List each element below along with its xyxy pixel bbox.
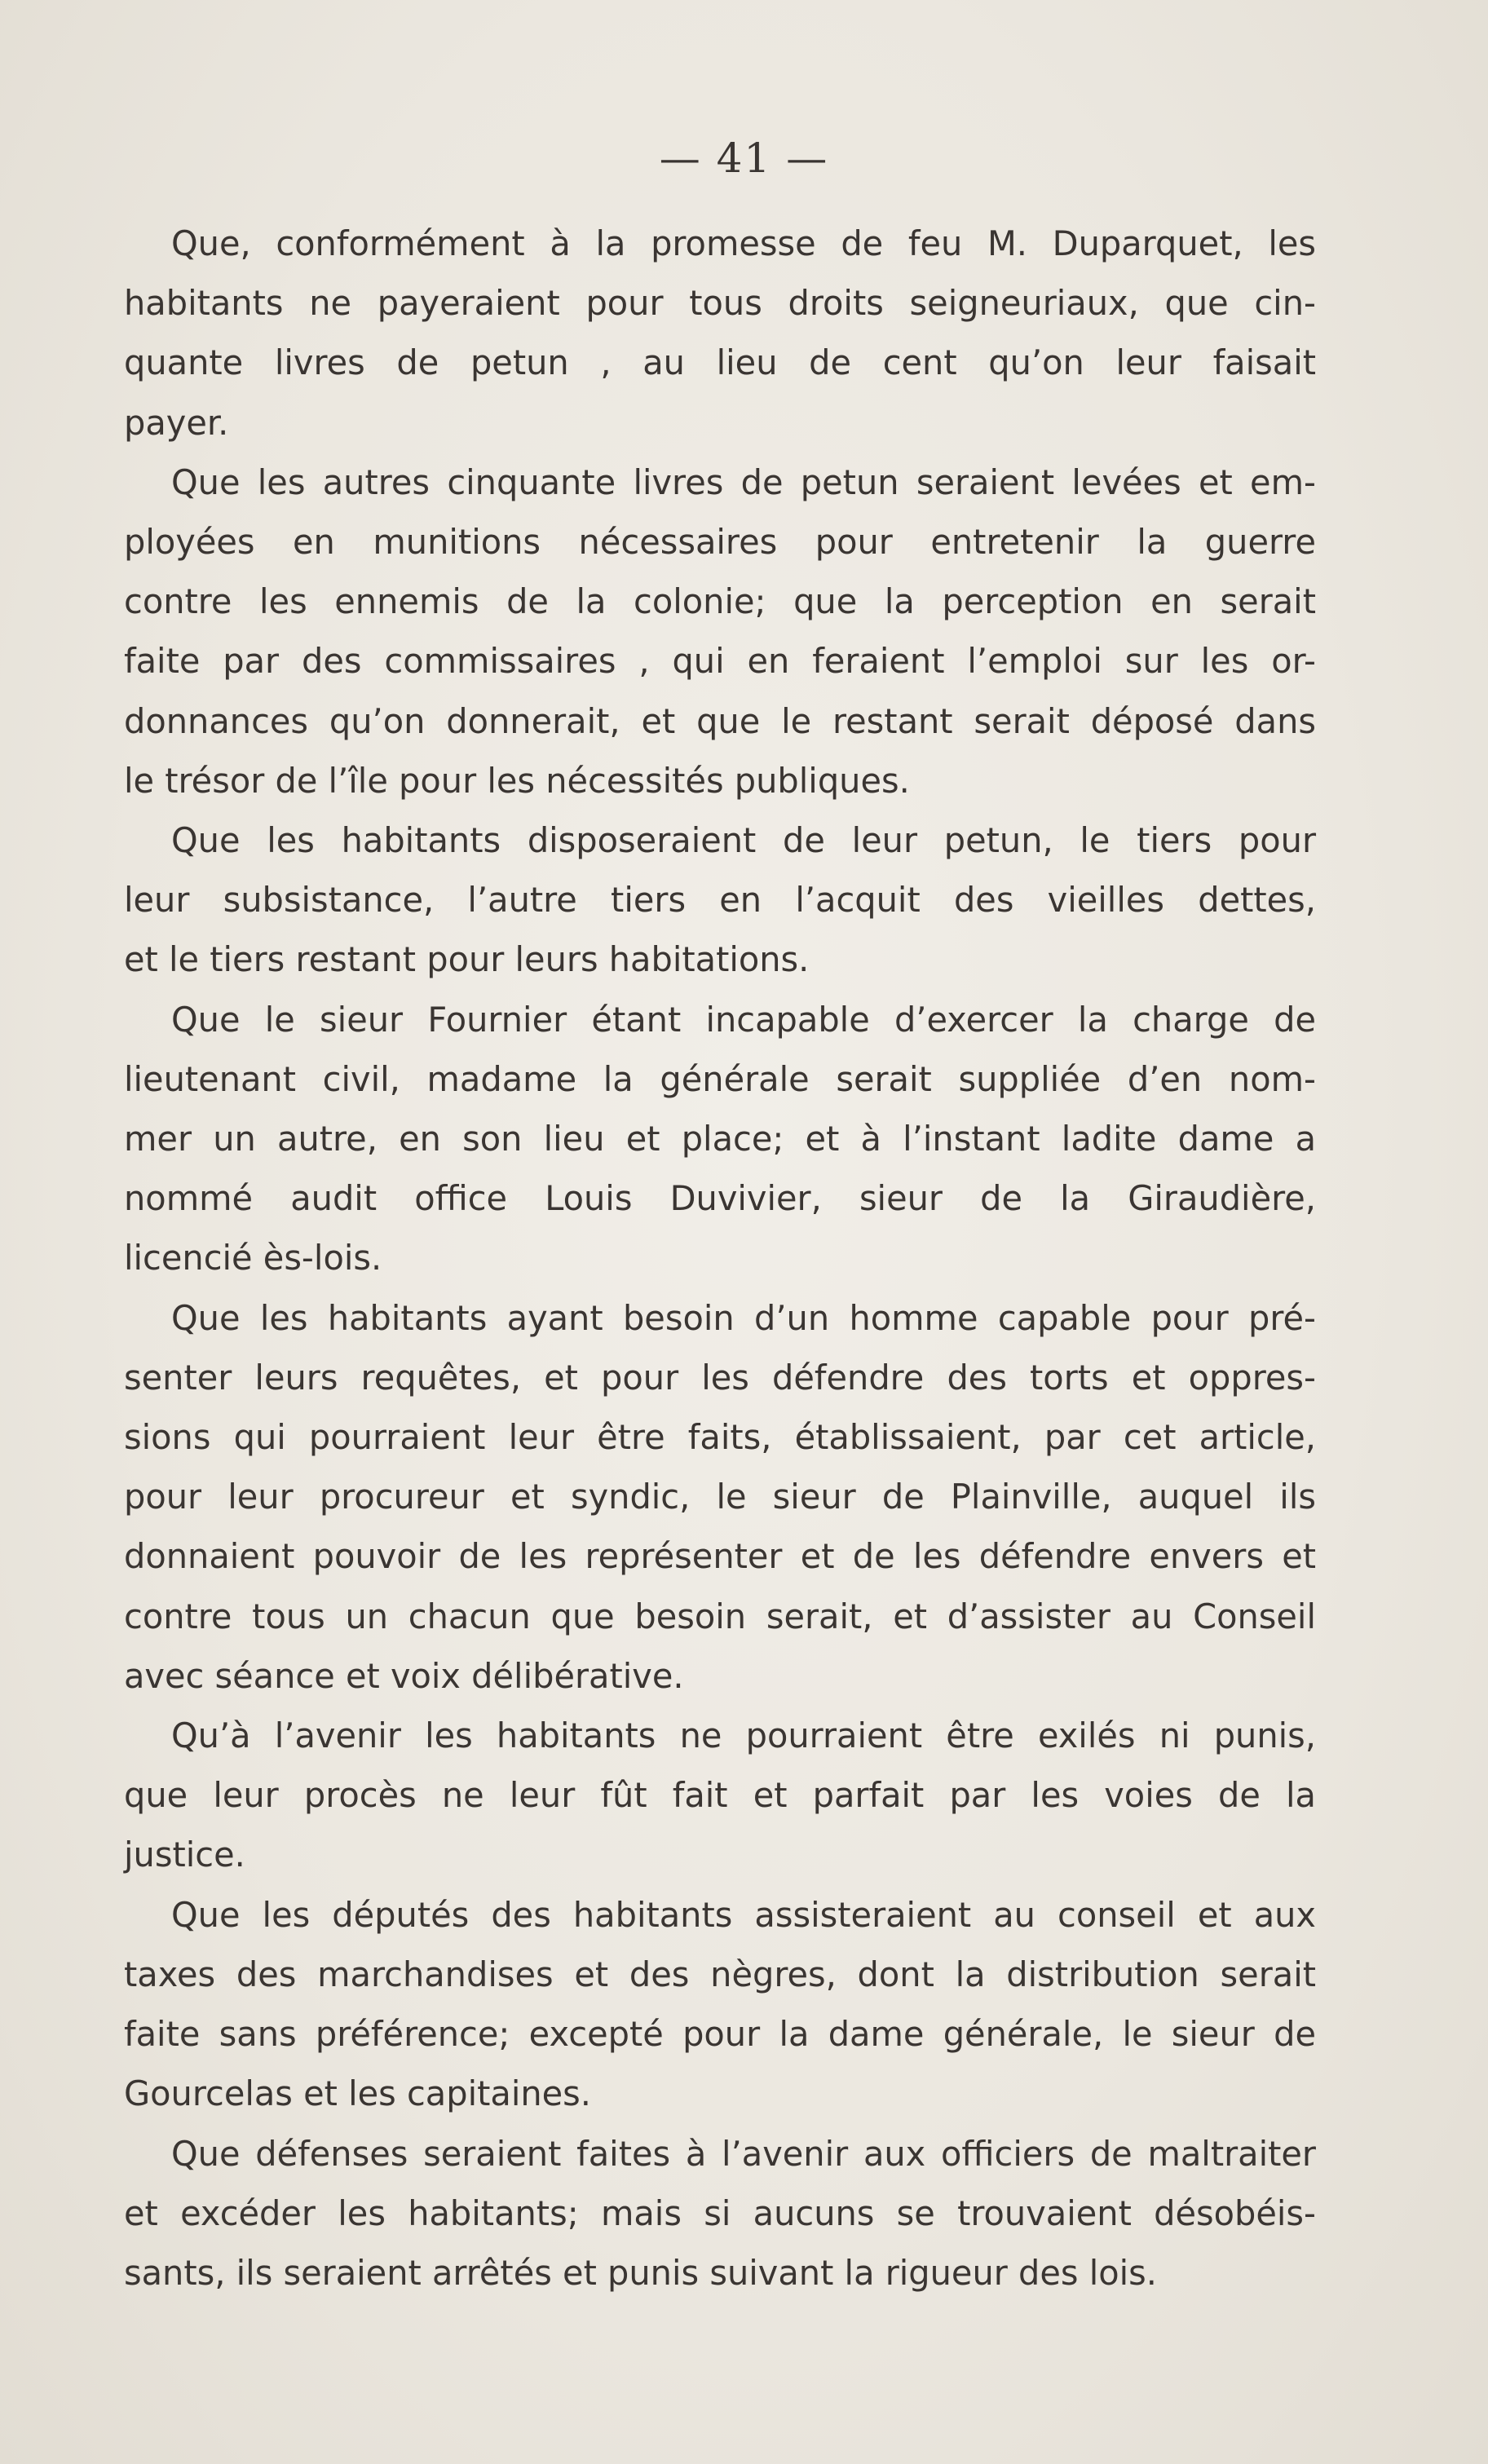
text-line: le trésor de l’île pour les nécessités publiques. [124,760,910,801]
page-number: — 41 — [659,135,829,182]
text-line: quante livres de petun , au lieu de cent qu’on leur faisait [124,342,1316,383]
paragraph [124,990,1316,1288]
text-line: faite par des commissaires , qui en feraient l’emploi sur les or- [124,641,1316,682]
text-line: Que les habitants disposeraient de leur petun, le tiers pour [171,820,1316,861]
text-line: pour leur procureur et syndic, le sieur de Plainville, auquel ils [124,1477,1316,1517]
text-line: lieutenant civil, madame la générale serait suppliée d’en nom- [124,1058,1316,1099]
text-line: faite sans préférence; excepté pour la dame générale, le sieur de [124,2014,1316,2055]
text-line: habitants ne payeraient pour tous droits seigneuriaux, que cin- [124,283,1316,324]
text-line: ployées en munitions nécessaires pour entretenir la guerre [124,522,1316,563]
text-line: donnaient pouvoir de les représenter et de les défendre envers et [124,1536,1316,1577]
text-line: justice. [124,1835,245,1875]
text-line: contre tous un chacun que besoin serait, et d’assister au Conseil [124,1596,1316,1636]
text-line: Gourcelas et les capitaines. [124,2073,591,2114]
text-line: Que le sieur Fournier étant incapable d’exercer la charge de [171,999,1316,1040]
text-line: licencié ès-lois. [124,1238,382,1278]
text-line: donnances qu’on donnerait, et que le restant serait déposé dans [124,700,1316,741]
paragraph [124,1706,1316,1885]
text-line: Que, conformément à la promesse de feu M. Duparquet, les [171,223,1316,263]
text-line: nommé audit office Louis Duvivier, sieur de la Giraudière, [124,1178,1316,1219]
text-line: Que les habitants ayant besoin d’un homme capable pour pré- [171,1297,1316,1338]
text-line: payer. [124,402,229,443]
paragraph [124,2124,1316,2303]
text-line: Que les autres cinquante livres de petun seraient levées et em- [171,461,1316,502]
paragraph [124,1288,1316,1706]
text-line: leur subsistance, l’autre tiers en l’acquit des vieilles dettes, [124,880,1316,921]
paragraph [124,1885,1316,2124]
text-line: taxes des marchandises et des nègres, dont la distribution serait [124,1954,1316,1994]
text-line: sions qui pourraient leur être faits, établissaient, par cet article, [124,1417,1316,1458]
text-line: Que défenses seraient faites à l’avenir aux officiers de maltraiter [171,2133,1316,2174]
text-line: contre les ennemis de la colonie; que la perception en serait [124,581,1316,622]
text-line: sants, ils seraient arrêtés et punis suivant la rigueur des lois. [124,2252,1157,2293]
text-line: Que les députés des habitants assisteraient au conseil et aux [171,1894,1316,1935]
text-line: Qu’à l’avenir les habitants ne pourraient être exilés ni punis, [171,1716,1316,1756]
text-line: que leur procès ne leur fût fait et parfait par les voies de la [124,1775,1316,1816]
paragraph [124,453,1316,810]
text-line: et excéder les habitants; mais si aucuns se trouvaient désobéis- [124,2192,1316,2233]
text-line: et le tiers restant pour leurs habitations. [124,939,810,980]
page-body-text [124,214,1316,2303]
paragraph [124,810,1316,990]
paragraph [124,214,1316,453]
text-line: senter leurs requêtes, et pour les défendre des torts et oppres- [124,1357,1316,1398]
text-line: mer un autre, en son lieu et place; et à l’instant ladite dame a [124,1119,1316,1159]
text-line: avec séance et voix délibérative. [124,1655,684,1696]
